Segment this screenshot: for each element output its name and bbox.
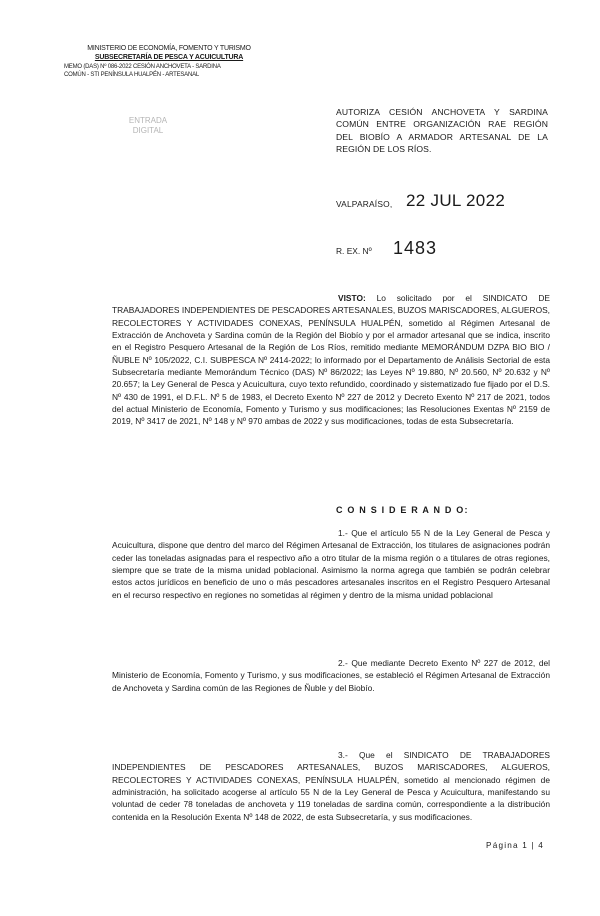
- page-number: Página 1 | 4: [486, 841, 544, 850]
- visto-paragraph: [112, 292, 550, 428]
- memo-subject: COMÚN - STI PENÍNSULA HUALPÉN - ARTESANAL: [64, 72, 200, 79]
- subsecretaria-name: SUBSECRETARÍA DE PESCA Y ACUICULTURA: [94, 54, 244, 62]
- resolution-date: 22 JUL 2022: [406, 191, 506, 210]
- visto-text: Lo solicitado por el SINDICATO DE TRABAJADORES INDEPENDIENTES DE PESCADORES ARTESANALES, BUZOS MARISCADORES, ALGUEROS, RECOLECTORES Y ACTIVIDADES CONEXAS, PENÍNSULA HUALPÉN, sometido al Régimen Artesanal de Extracción de Anchoveta y Sardina común de la Región del Biobío y por el armador artesanal que se indica, inscrito en el Registro Pesquero Artesanal de la Región de Los Ríos, remitido mediante MEMORÁNDUM DZPA BIO BIO /ÑUBLE Nº 105/2022, C.I. SUBPESCA Nº 2414-2022; lo informado por el Departamento de Análisis Sectorial de esta Subsecretaría mediante Memorándum Técnico (DAS) Nº 86/2022; las Leyes Nº 19.880, Nº 20.560, Nº 20.632 y Nº 20.657; la Ley General de Pesca y Acuicultura, cuyo texto refundido, coordinado y sistematizado fue fijado por el D.S. Nº 430 de 1991, el D.F.L. Nº 5 de 1983, el Decreto Exento Nº 227 de 2012 y Decreto Exento Nº 217 de 2021, todos del actual Ministerio de Economía, Fomento y Turismo y sus modificaciones; las Resoluciones Exentas Nº 2159 de 2019, Nº 3417 de 2021, Nº 148 y Nº 970 ambas de 2022 y sus modificaciones, todas de esta Subsecretaría.: [112, 293, 550, 427]
- visto-label: VISTO:: [338, 293, 366, 303]
- considerando-paragraph-2: [112, 657, 550, 694]
- stamp-line-2: DIGITAL: [132, 126, 164, 135]
- stamp-line-1: ENTRADA: [128, 116, 168, 125]
- resolution-title: AUTORIZA CESIÓN ANCHOVETA Y SARDINA COMÚN ENTRE ORGANIZACIÓN RAE REGIÓN DEL BIOBÍO A ARMADOR ARTESANAL DE LA REGIÓN DE LOS RÍOS.: [336, 107, 548, 155]
- considerando-paragraph-3: [112, 749, 550, 823]
- letterhead: [64, 44, 274, 80]
- paragraph-2-text: 2.- Que mediante Decreto Exento Nº 227 de 2012, del Ministerio de Economía, Fomento y Turismo, y sus modificaciones, se estableció el Régimen Artesanal de Extracción de Anchoveta y Sardina común de las Regiones de Ñuble y del Biobío.: [112, 658, 550, 693]
- paragraph-1-text: 1.- Que el artículo 55 N de la Ley General de Pesca y Acuicultura, dispone que dentro del marco del Régimen Artesanal de Extracción, los titulares de asignaciones podrán ceder las toneladas asignadas para el respectivo año a otro titular de la misma región o a titulares de otras regiones, siempre que se trate de la misma unidad poblacional. Asimismo la norma agrega que también se podrán celebrar estos actos jurídicos en beneficio de uno o más pescadores artesanales inscritos en el Registro Pesquero Artesanal en el recurso respectivo en regiones no sometidas al régimen y dentro de la misma unidad poblacional: [112, 528, 550, 600]
- paragraph-3-text: 3.- Que el SINDICATO DE TRABAJADORES INDEPENDIENTES DE PESCADORES ARTESANALES, BUZOS MARISCADORES, ALGUEROS, RECOLECTORES Y ACTIVIDADES CONEXAS, PENÍNSULA HUALPÉN, sometido al mencionado régimen de administración, ha solicitado acogerse al artículo 55 N de la Ley General de Pesca y Acuicultura, manifestando su voluntad de ceder 78 toneladas de anchoveta y 119 toneladas de sardina común, correspondiente a la distribución contenida en la Resolución Exenta Nº 148 de 2022, de esta Subsecretaría, y sus modificaciones.: [112, 750, 550, 822]
- memo-reference: MEMO (DAS) Nº 086-2022 CESIÓN ANCHOVETA - SARDINA: [64, 63, 221, 70]
- entry-stamp: [117, 116, 179, 138]
- resolution-number: 1483: [393, 238, 438, 258]
- considerando-paragraph-1: [112, 527, 550, 601]
- ministry-name: MINISTERIO DE ECONOMÍA, FOMENTO Y TURISMO: [87, 45, 251, 52]
- considerando-heading: C O N S I D E R A N D O:: [336, 505, 469, 515]
- resolution-label: R. EX. Nº: [336, 246, 372, 256]
- place-label: VALPARAÍSO,: [336, 199, 393, 209]
